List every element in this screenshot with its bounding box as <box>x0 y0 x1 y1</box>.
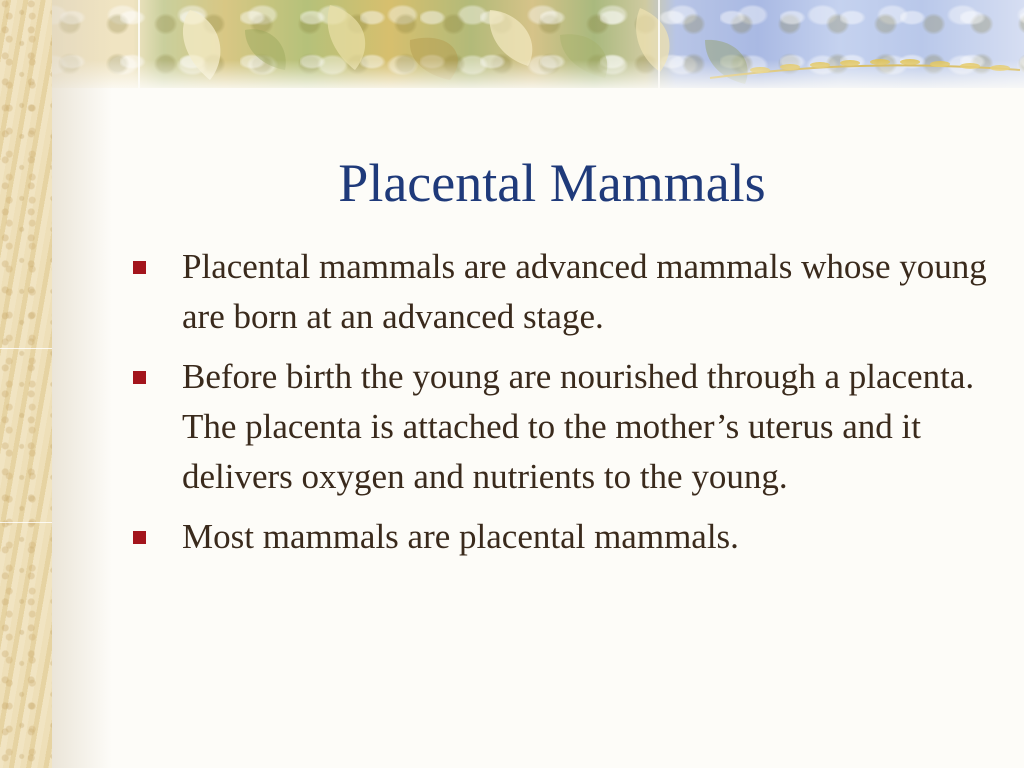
bullet-item <box>128 242 998 342</box>
bullet-list <box>128 242 998 572</box>
square-bullet-icon <box>133 531 146 544</box>
slide-title: Placental Mammals <box>338 153 766 213</box>
bullet-item <box>128 352 998 502</box>
square-bullet-icon <box>133 371 146 384</box>
bullet-text: Most mammals are placental mammals. <box>182 517 739 556</box>
square-bullet-icon <box>133 261 146 274</box>
bullet-text: Placental mammals are advanced mammals whose young are born at an advanced stage. <box>182 247 987 336</box>
bullet-text: Before birth the young are nourished through a placenta. The placenta is attached to the mother’s uterus and it delivers oxygen and nutrients to the young. <box>182 357 975 496</box>
bullet-item <box>128 512 998 562</box>
